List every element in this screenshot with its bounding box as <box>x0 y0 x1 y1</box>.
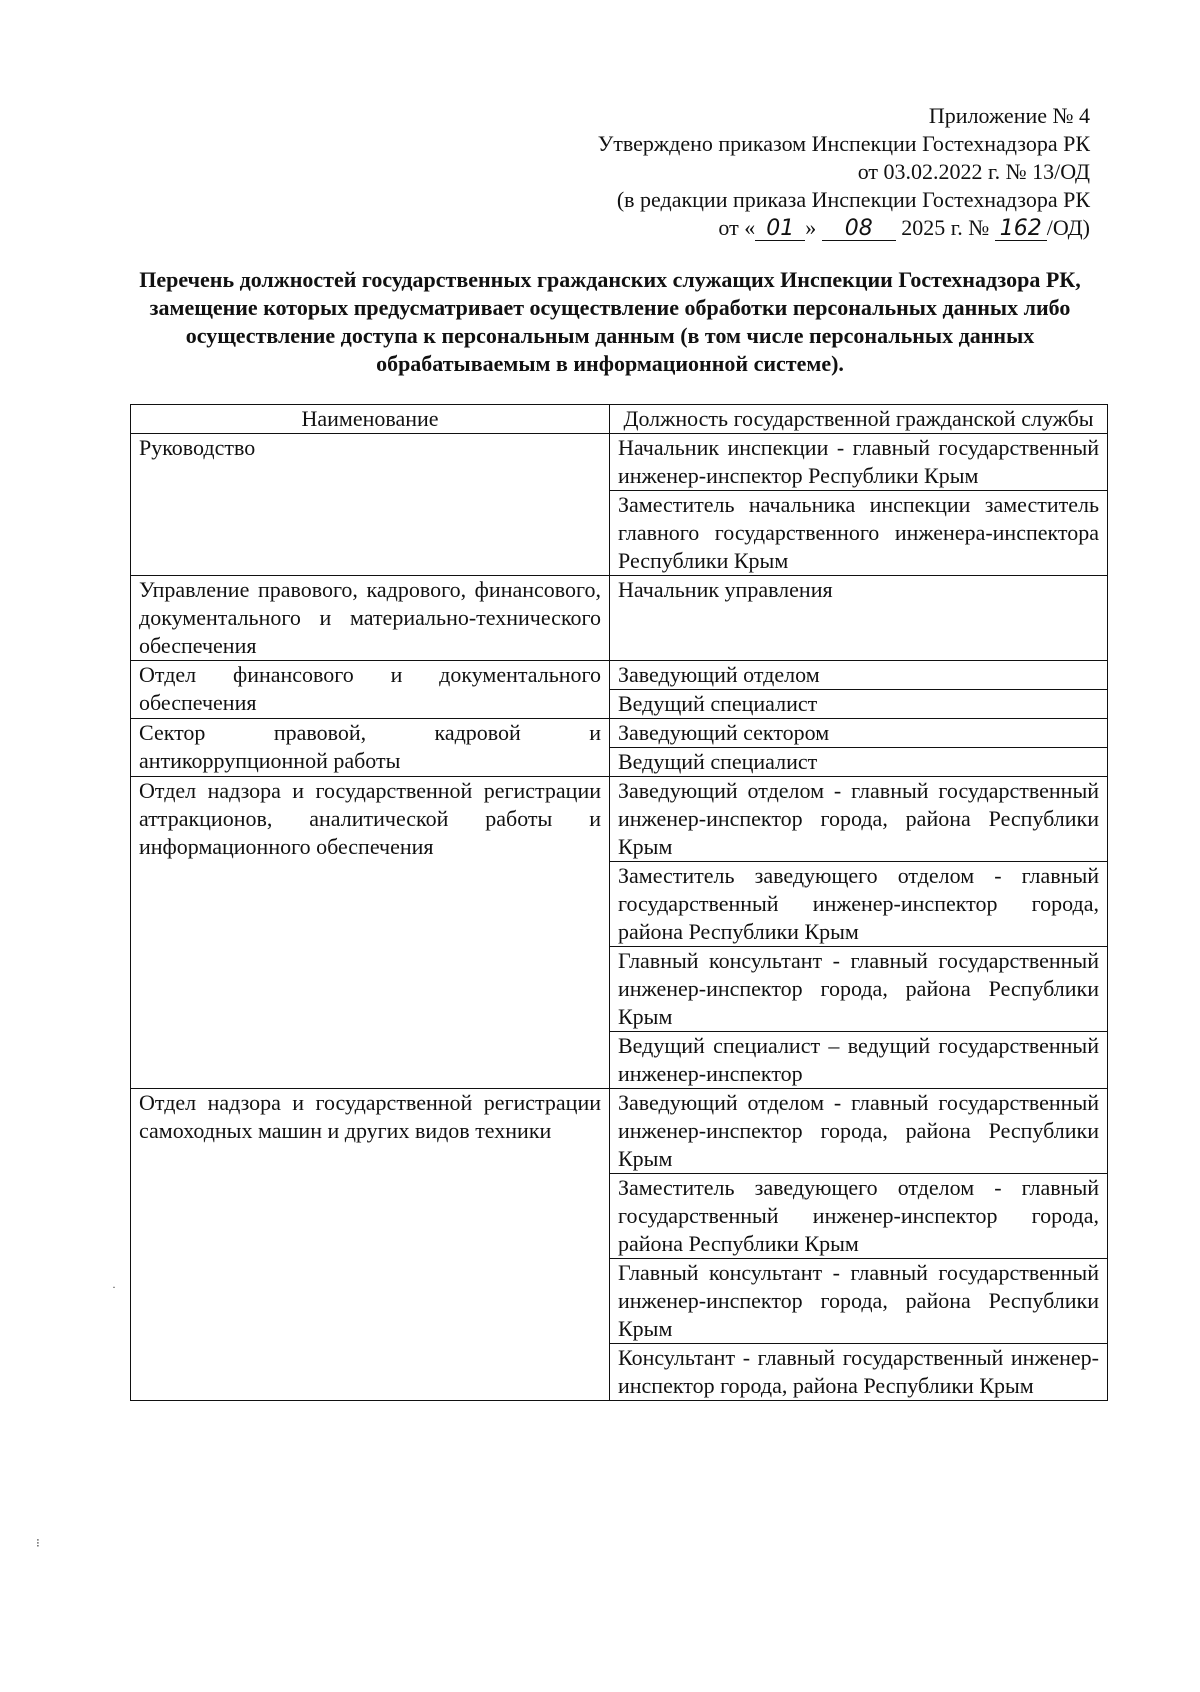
unit-name: Отдел надзора и государственной регистрации аттракционов, аналитической работы и информационного обеспечения <box>131 777 610 1089</box>
position-item: Заместитель заведующего отделом - главный государственный инженер-инспектор города, района Республики Крым <box>610 862 1107 947</box>
scan-speck: ⁝ <box>36 1536 40 1550</box>
position-list <box>610 576 1108 661</box>
approved-date: от 03.02.2022 г. № 13/ОД <box>857 159 1090 184</box>
table-row <box>131 1089 1108 1401</box>
unit-name: Руководство <box>131 434 610 576</box>
unit-name: Управление правового, кадрового, финансового, документального и материально-технического обеспечения <box>131 576 610 661</box>
position-item: Ведущий специалист <box>618 691 818 716</box>
document-title: Перечень должностей государственных гражданских служащих Инспекции Гостехнадзора РК, замещение которых предусматривает осуществление обработки персональных данных либо осуществление доступа к персональным данным (в том числе персональных данных обрабатываемым в информационной системе). <box>139 267 1081 376</box>
table-row <box>131 661 1108 719</box>
unit-name: Отдел финансового и документального обеспечения <box>131 661 610 719</box>
revision-month-handwritten: 08 <box>822 218 896 241</box>
position-item: Консультант - главный государственный инженер-инспектор города, района Республики Крым <box>618 1345 1099 1398</box>
position-item: Заместитель заведующего отделом - главный государственный инженер-инспектор города, района Республики Крым <box>610 1174 1107 1259</box>
revision-number-handwritten: 162 <box>995 218 1047 241</box>
table-header-row <box>131 405 1108 434</box>
table-row <box>131 719 1108 777</box>
column-header-position: Должность государственной гражданской службы <box>610 405 1108 434</box>
column-header-name: Наименование <box>131 405 610 434</box>
position-item: Заведующий отделом <box>610 661 1107 690</box>
position-item: Ведущий специалист – ведущий государственный инженер-инспектор <box>618 1033 1099 1086</box>
appendix-label: Приложение № 4 <box>928 103 1090 128</box>
position-item: Заместитель начальника инспекции заместитель главного государственного инженера-инспектора Республики Крым <box>618 492 1099 573</box>
table-row <box>131 576 1108 661</box>
position-item: Заведующий сектором <box>610 719 1107 748</box>
position-list <box>610 1089 1108 1401</box>
position-list <box>610 661 1108 719</box>
position-item: Заведующий отделом - главный государственный инженер-инспектор города, района Республики Крым <box>610 777 1107 862</box>
positions-table <box>130 404 1108 1401</box>
unit-name: Сектор правовой, кадровой и антикоррупционной работы <box>131 719 610 777</box>
approved-line: Утверждено приказом Инспекции Гостехнадзора РК <box>597 131 1090 156</box>
revision-year: 2025 г. № <box>901 215 990 240</box>
position-item: Заведующий отделом - главный государственный инженер-инспектор города, района Республики Крым <box>610 1089 1107 1174</box>
revision-mid: » <box>805 215 817 240</box>
scan-speck: · <box>112 1280 116 1294</box>
position-item: Ведущий специалист <box>618 749 818 774</box>
revision-date-line <box>470 214 1090 242</box>
position-item: Начальник управления <box>618 577 833 602</box>
position-item: Главный консультант - главный государственный инженер-инспектор города, района Республики Крым <box>610 1259 1107 1344</box>
unit-name: Отдел надзора и государственной регистрации самоходных машин и других видов техники <box>131 1089 610 1401</box>
table-row <box>131 434 1108 576</box>
revision-prefix: от « <box>718 215 756 240</box>
position-item: Начальник инспекции - главный государственный инженер-инспектор Республики Крым <box>610 434 1107 491</box>
revision-suffix: /ОД) <box>1046 215 1090 240</box>
position-list <box>610 434 1108 576</box>
revision-day-handwritten: 01 <box>755 218 805 241</box>
revision-line: (в редакции приказа Инспекции Гостехнадзора РК <box>616 187 1090 212</box>
approval-header <box>470 102 1090 242</box>
position-list <box>610 777 1108 1089</box>
table-row <box>131 777 1108 1089</box>
position-list <box>610 719 1108 777</box>
position-item: Главный консультант - главный государственный инженер-инспектор города, района Республики Крым <box>610 947 1107 1032</box>
